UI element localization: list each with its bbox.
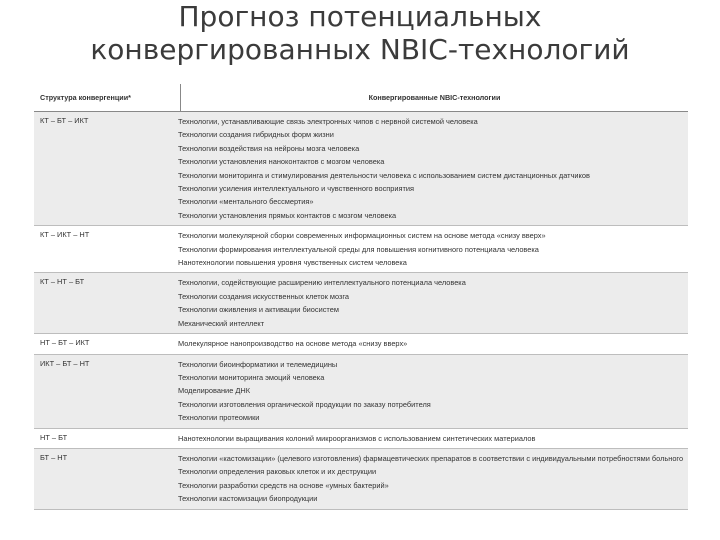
header-technologies: Конвергированные NBIC-технологии [368,93,501,102]
row-technologies [174,355,688,428]
technology-item: Технологии установления прямых контактов с мозгом человека [178,210,397,220]
technology-item: Технологии протеомики [178,413,260,423]
header-structure: Структура конвергенции* [34,84,181,111]
technology-item: Технологии мониторинга и стимулирования деятельности человека с использованием систем дистанционных датчиков [178,170,590,180]
technology-item: Технологии, устанавливающие связь электронных чипов с нервной системой человека [178,117,478,126]
title-line-2: конвергированных NBIC-технологий [90,33,630,66]
row-technologies [174,226,688,272]
technology-item: Технологии оживления и активации биосистем [178,305,339,315]
nbic-table [34,84,688,510]
row-structure: КТ – ИКТ – НТ [40,230,90,240]
row-technologies [174,449,688,509]
table-header [34,84,688,112]
table-row [34,449,688,510]
technology-item: Технологии кастомизации биопродукции [178,494,318,504]
row-structure: БТ – НТ [40,452,68,462]
row-structure: КТ – НТ – БТ [40,277,85,287]
technology-item: Технологии изготовления органической продукции по заказу потребителя [178,399,431,409]
technology-item: Технологии «ментального бессмертия» [178,197,314,207]
slide-title [0,0,720,66]
technology-item: Технологии, содействующие расширению интеллектуального потенциала человека [178,278,466,288]
technology-item: Технологии «кастомизации» (целевого изготовления) фармацевтических препаратов в соответствии с индивидуальными потребностями больного [178,453,684,463]
technology-item: Технологии усиления интеллектуального и чувственного восприятия [178,184,415,194]
row-technologies [174,273,688,333]
technology-item: Моделирование ДНК [178,386,251,396]
technology-item: Технологии формирования интеллектуальной среды для повышения когнитивного потенциала человека [178,244,539,254]
technology-item: Технологии создания гибридных форм жизни [178,130,334,140]
row-structure: НТ – БТ [40,432,68,442]
row-technologies [174,112,688,225]
technology-item: Механический интеллект [178,318,265,328]
technology-item: Технологии разработки средств на основе «умных бактерий» [178,480,389,490]
title-line-1: Прогноз потенциальных [178,0,542,33]
row-structure: ИКТ – БТ – НТ [40,358,90,368]
technology-item: Нанотехнологии повышения уровня чувственных систем человека [178,258,407,268]
table-row [34,226,688,273]
table-row [34,273,688,334]
row-technologies [174,429,688,448]
table-row [34,429,688,449]
technology-item: Молекулярное нанопроизводство на основе метода «снизу вверх» [178,339,408,349]
table-row [34,334,688,354]
technology-item: Технологии установления наноконтактов с мозгом человека [178,157,385,167]
technology-item: Технологии биоинформатики и телемедицины [178,359,338,369]
technology-item: Технологии мониторинга эмоций человека [178,372,325,382]
table-row [34,112,688,226]
technology-item: Технологии воздействия на нейроны мозга человека [178,143,360,153]
table-row [34,355,688,429]
row-structure: НТ – БТ – ИКТ [40,338,90,348]
technology-item: Технологии определения раковых клеток и их деструкции [178,467,377,477]
technology-item: Технологии молекулярной сборки современных информационных систем на основе метода «снизу вверх» [178,231,546,241]
row-structure: КТ – БТ – ИКТ [40,116,89,125]
row-technologies [174,334,688,353]
technology-item: Технологии создания искусственных клеток мозга [178,291,350,301]
technology-item: Нанотехнологии выращивания колоний микроорганизмов с использованием синтетических материалов [178,433,536,443]
